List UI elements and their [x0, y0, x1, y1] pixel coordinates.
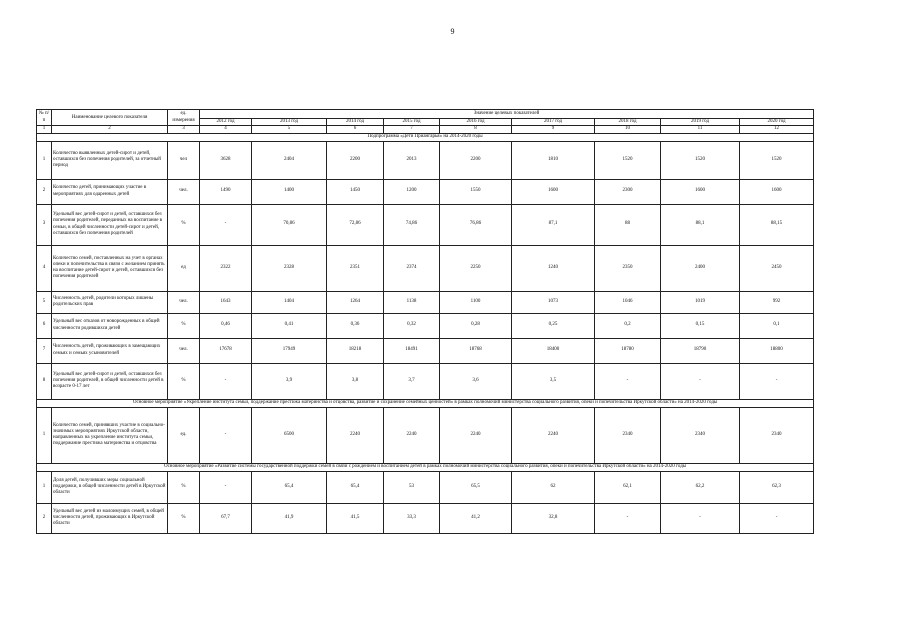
value-cell: -: [740, 503, 814, 533]
indicator-name: Количество выявленных детей-сирот и детей, оставшихся без попечения родителей, за отчетный период: [52, 141, 168, 179]
value-cell: 1240: [512, 245, 595, 291]
value-cell: 1643: [200, 291, 252, 313]
row-number: 7: [37, 338, 52, 363]
header-year: 2013 год: [252, 119, 327, 126]
value-cell: 2240: [384, 407, 440, 463]
value-cell: 2328: [252, 245, 327, 291]
value-cell: 2340: [661, 407, 740, 463]
value-cell: 2200: [440, 141, 512, 179]
table-row: [37, 471, 814, 503]
header-year: 2020 год: [740, 119, 814, 126]
value-cell: -: [661, 503, 740, 533]
value-cell: 1600: [740, 179, 814, 204]
table-row: [37, 363, 814, 399]
page-number: 9: [450, 27, 455, 36]
value-cell: 65,4: [327, 471, 384, 503]
column-number: 10: [595, 126, 661, 133]
value-cell: 0,36: [327, 313, 384, 338]
unit-cell: %: [168, 471, 200, 503]
value-cell: 32,8: [512, 503, 595, 533]
row-number: 5: [37, 291, 52, 313]
table-row: [37, 313, 814, 338]
value-cell: 1490: [200, 179, 252, 204]
column-number: 1: [37, 126, 52, 133]
indicator-name: Численность детей, проживающих в замещающих семьях и семьях усыновителей: [52, 338, 168, 363]
value-cell: 76,86: [440, 204, 512, 245]
value-cell: 1100: [440, 291, 512, 313]
value-cell: 1200: [384, 179, 440, 204]
value-cell: 3,6: [440, 363, 512, 399]
unit-cell: %: [168, 313, 200, 338]
value-cell: 70,86: [252, 204, 327, 245]
row-number: 1: [37, 407, 52, 463]
value-cell: 2240: [512, 407, 595, 463]
value-cell: 2350: [595, 245, 661, 291]
value-cell: 1073: [512, 291, 595, 313]
column-number: 3: [168, 126, 200, 133]
value-cell: 74,86: [384, 204, 440, 245]
column-number: 12: [740, 126, 814, 133]
row-number: 3: [37, 204, 52, 245]
value-cell: 0,2: [595, 313, 661, 338]
column-number: 2: [52, 126, 168, 133]
header-year: 2012 год: [200, 119, 252, 126]
unit-cell: чел.: [168, 179, 200, 204]
target-indicators-table: [36, 109, 814, 534]
value-cell: 62: [512, 471, 595, 503]
value-cell: -: [200, 407, 252, 463]
header-year: 2015 год: [384, 119, 440, 126]
value-cell: 1600: [512, 179, 595, 204]
value-cell: 1019: [661, 291, 740, 313]
value-cell: 2240: [440, 407, 512, 463]
value-cell: -: [740, 363, 814, 399]
row-number: 2: [37, 503, 52, 533]
indicator-name: Количество семей, поставленных на учет в органах опеки и попечительства в связи с желанием принять на воспитание детей-сирот и детей, оставшихся без попечения родителей: [52, 245, 168, 291]
value-cell: -: [661, 363, 740, 399]
value-cell: 3,9: [252, 363, 327, 399]
value-cell: 2374: [384, 245, 440, 291]
value-cell: 3,5: [512, 363, 595, 399]
value-cell: 18400: [512, 338, 595, 363]
value-cell: 87,1: [512, 204, 595, 245]
value-cell: 1810: [512, 141, 595, 179]
value-cell: 62,3: [740, 471, 814, 503]
value-cell: 2300: [595, 179, 661, 204]
value-cell: 18768: [440, 338, 512, 363]
header-num: № п/п: [37, 110, 52, 126]
unit-cell: ед: [168, 245, 200, 291]
value-cell: 18780: [595, 338, 661, 363]
section-title: Подпрограмма «Дети Приангарья» на 2014-2020 годы: [37, 133, 814, 141]
value-cell: 1138: [384, 291, 440, 313]
header-values-title: Значение целевых показателей: [200, 110, 814, 119]
unit-cell: чел.: [168, 291, 200, 313]
header-unit: ед. измерения: [168, 110, 200, 126]
value-cell: 3,7: [384, 363, 440, 399]
value-cell: 0,32: [384, 313, 440, 338]
table-row: [37, 407, 814, 463]
value-cell: 33,3: [384, 503, 440, 533]
column-numbers-row: [37, 126, 814, 133]
value-cell: 17949: [252, 338, 327, 363]
value-cell: 41,9: [252, 503, 327, 533]
table-row: [37, 338, 814, 363]
indicator-name: Количество семей, принявших участие в социально-значимых мероприятиях Иркутской области, направленных на укрепление института семьи, поддержание престижа материнства и отцовства: [52, 407, 168, 463]
row-number: 8: [37, 363, 52, 399]
table-row: [37, 179, 814, 204]
value-cell: 1046: [595, 291, 661, 313]
value-cell: 3628: [200, 141, 252, 179]
value-cell: 88,1: [661, 204, 740, 245]
value-cell: 1264: [327, 291, 384, 313]
value-cell: 2250: [440, 245, 512, 291]
table-row: [37, 141, 814, 179]
indicator-name: Удельный вес детей из малоимущих семей, в общей численности детей, проживающих в Иркутской области: [52, 503, 168, 533]
column-number: 8: [440, 126, 512, 133]
value-cell: 3,8: [327, 363, 384, 399]
value-cell: 6500: [252, 407, 327, 463]
header-row: [37, 110, 814, 119]
value-cell: 72,86: [327, 204, 384, 245]
value-cell: 992: [740, 291, 814, 313]
header-name: Наименование целевого показателя: [52, 110, 168, 126]
value-cell: 62,2: [661, 471, 740, 503]
column-number: 5: [252, 126, 327, 133]
value-cell: 2340: [740, 407, 814, 463]
value-cell: 18800: [740, 338, 814, 363]
value-cell: 88,15: [740, 204, 814, 245]
value-cell: 2200: [327, 141, 384, 179]
value-cell: 2351: [327, 245, 384, 291]
header-year: 2016 год: [440, 119, 512, 126]
value-cell: 65,5: [440, 471, 512, 503]
value-cell: -: [200, 204, 252, 245]
column-number: 7: [384, 126, 440, 133]
table-row: [37, 291, 814, 313]
unit-cell: %: [168, 363, 200, 399]
value-cell: 18491: [384, 338, 440, 363]
value-cell: 1404: [252, 291, 327, 313]
indicator-name: Удельный вес детей-сирот и детей, оставшихся без попечения родителей, переданных на воспитание в семьи, в общей численности детей-сирот и детей, оставшихся без попечения родителей: [52, 204, 168, 245]
value-cell: 53: [384, 471, 440, 503]
row-number: 2: [37, 179, 52, 204]
header-year: 2014 год: [327, 119, 384, 126]
value-cell: 88: [595, 204, 661, 245]
value-cell: 2404: [252, 141, 327, 179]
header-year: 2019 год: [661, 119, 740, 126]
value-cell: 18790: [661, 338, 740, 363]
value-cell: 41,5: [327, 503, 384, 533]
value-cell: 62,1: [595, 471, 661, 503]
value-cell: -: [200, 363, 252, 399]
value-cell: -: [595, 503, 661, 533]
column-number: 11: [661, 126, 740, 133]
value-cell: 1520: [740, 141, 814, 179]
indicator-name: Доля детей, получивших меры социальной поддержки, в общей численности детей в Иркутской области: [52, 471, 168, 503]
value-cell: 0,28: [440, 313, 512, 338]
section-title-row: [37, 133, 814, 141]
value-cell: 2450: [740, 245, 814, 291]
unit-cell: %: [168, 503, 200, 533]
indicator-name: Удельный вес детей-сирот и детей, оставшихся без попечения родителей, в общей численности детей в возрасте 0-17 лет: [52, 363, 168, 399]
value-cell: 1400: [252, 179, 327, 204]
table-row: [37, 245, 814, 291]
column-number: 9: [512, 126, 595, 133]
value-cell: 0,1: [740, 313, 814, 338]
unit-cell: чел: [168, 141, 200, 179]
header-year: 2018 год: [595, 119, 661, 126]
unit-cell: чел.: [168, 338, 200, 363]
value-cell: 0,41: [252, 313, 327, 338]
section-title: Основное мероприятие «Развитие системы государственной поддержки семей в связи с рождением и воспитанием детей в рамках полномочий министерства социального развития, опеки и попечительства Иркутской области» на 2014-2020 годы: [37, 463, 814, 471]
value-cell: 65,4: [252, 471, 327, 503]
value-cell: 41,2: [440, 503, 512, 533]
column-number: 4: [200, 126, 252, 133]
value-cell: 67,7: [200, 503, 252, 533]
value-cell: 1600: [661, 179, 740, 204]
value-cell: 1450: [327, 179, 384, 204]
header-year: 2017 год: [512, 119, 595, 126]
value-cell: 1520: [595, 141, 661, 179]
column-number: 6: [327, 126, 384, 133]
unit-cell: %: [168, 204, 200, 245]
value-cell: -: [200, 471, 252, 503]
row-number: 6: [37, 313, 52, 338]
indicator-name: Численность детей, родители которых лишены родительских прав: [52, 291, 168, 313]
value-cell: 2013: [384, 141, 440, 179]
indicator-name: Количество детей, принимающих участие в мероприятиях для одаренных детей: [52, 179, 168, 204]
value-cell: 2322: [200, 245, 252, 291]
value-cell: -: [595, 363, 661, 399]
table-row: [37, 204, 814, 245]
value-cell: 1520: [661, 141, 740, 179]
value-cell: 2340: [595, 407, 661, 463]
row-number: 4: [37, 245, 52, 291]
unit-cell: ед.: [168, 407, 200, 463]
value-cell: 0,46: [200, 313, 252, 338]
section-title-row: [37, 463, 814, 471]
table-row: [37, 503, 814, 533]
value-cell: 1550: [440, 179, 512, 204]
value-cell: 18218: [327, 338, 384, 363]
value-cell: 17678: [200, 338, 252, 363]
value-cell: 2240: [327, 407, 384, 463]
value-cell: 2400: [661, 245, 740, 291]
row-number: 1: [37, 141, 52, 179]
value-cell: 0,25: [512, 313, 595, 338]
indicator-name: Удельный вес отказов от новорожденных в общей численности родившихся детей: [52, 313, 168, 338]
row-number: 1: [37, 471, 52, 503]
section-title-row: [37, 399, 814, 407]
value-cell: 0,15: [661, 313, 740, 338]
section-title: Основное мероприятие «Укрепление института семьи, поддержание престижа материнства и отцовства, развитие и сохранение семейных ценностей» в рамках полномочий министерства социального развития, опеки и попечительства Иркутской области» на 2014-2020 годы: [37, 399, 814, 407]
